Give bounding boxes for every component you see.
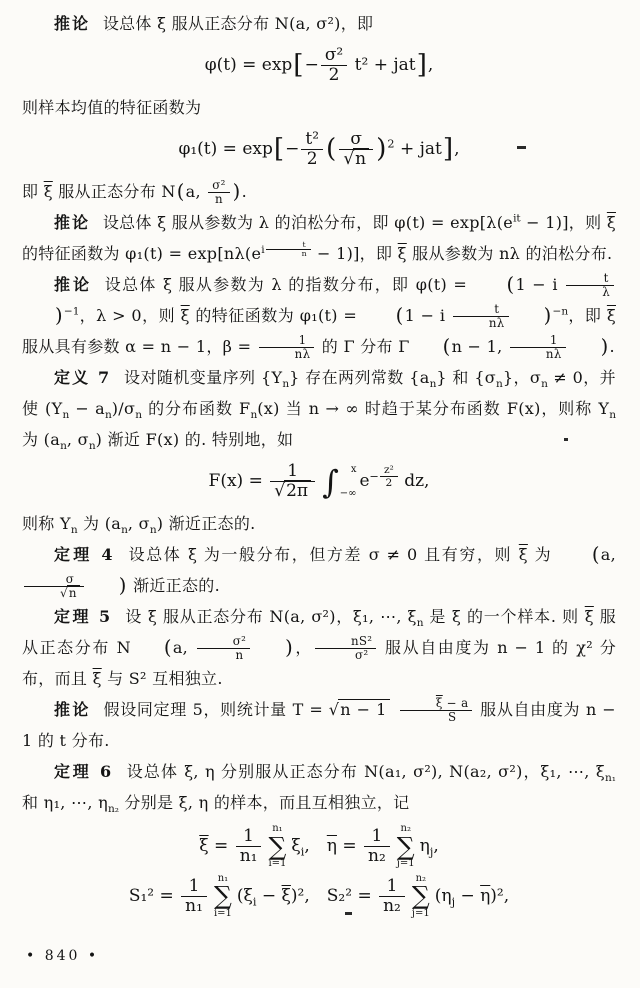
paragraph-theorem-6: 定理 6 设总体 ξ, η 分别服从正态分布 N(a₁, σ²), N(a₂, σ²)，ξ₁, ⋯, $\xi_{n_1}$ 和 η₁, ⋯, $\eta_{n_2}$ 分别是 ξ, η 的样本，而且互相独立，记 [22,762,616,816]
paragraph-theorem-5: 定理 5 设 ξ 服从正态分布 N(a, σ²)，ξ₁, ⋯, $\xi_n$ 是 ξ 的一个样本. 则 $\overline{\xi}$ 服从正态分布 N (a, $\frac{\text{σ²}}{n}$ )， $\frac{\text{nS²}}{\text{σ²}}$ 服从自由度为 n − 1 的 χ² 分布，而且 $\overline{\xi}$ 与 S² 互相独立. [22,607,616,689]
paragraph-corollary-exponential: 推论 设总体 ξ 服从参数为 λ 的指数分布，即 φ(t) = (1 − i $\frac{t}{\lambda}$ )$^{-1}$，λ > 0，则 $\overline{\xi}$ 的特征函数为 φ₁(t) = (1 − i $\frac{t}{n\lambda}$ )$^{-n}$，即 $\overline{\xi}$ 服从具有参数 α = n − 1，β = $\frac{1}{n\lambda}$ 的 Γ 分布 Γ (n − 1, $\frac{1}{n\lambda}$ ). [22,270,616,362]
line-xi-bar-normal: 即 $\overline{\xi}$ 服从正态分布 N(a, $\frac{\text{σ²}}{n}$ ). [22,177,247,207]
paragraph-definition-7: 定义 7 设对随机变量序列 $\{Y_n\}$ 存在两列常数 $\{a_n\}$ 和 $\{\sigma_n\}$，$\sigma_n \ne 0$，并使 $(Y_n - a_n)/\sigma_n$ 的分布函数 $F_n(x)$ 当 n → ∞ 时趋于某分布函数 F(x)，则称 $Y_n$ 为 ($a_n$, $\sigma_n$) 渐近 F(x) 的. 特别地，如 [22,368,616,453]
formula-char-func-phi: φ(t) = exp[− $\frac{\text{σ²}}{2}$ t² + jat], [204,45,434,86]
scan-artifact [345,912,352,915]
line-asymptotically-normal: 则称 $Y_n$ 为 ($a_n$, $\sigma_n$) 渐近正态的. [22,514,256,537]
line-sample-mean-charfunc: 则样本均值的特征函数为 [22,98,202,118]
paragraph-theorem-4: 定理 4 设总体 ξ 为一般分布，但方差 σ ≠ 0 且有穷，则 $\overline{\xi}$ 为 (a, $\frac{\sigma}{√n}$ ) 渐近正态的. [22,539,616,601]
paragraph-corollary-normal: 推论 设总体 ξ 服从正态分布 N(a, σ²)，即 [54,14,374,33]
formula-sample-means: $\overline{\xi}$ = $\frac{1}{\text{n₁}}$ n₁ ∑ i=1 $\xi_i$, $\overline{\eta}$ = $\frac{1}{\text{n₂}}$ n₂ ∑ j=1 $\eta_j$, [199,823,439,870]
paragraph-corollary-poisson: 推论 设总体 ξ 服从参数为 λ 的泊松分布，即 $\varphi(t) = \exp[\lambda(e^{it} - 1)]$，则 $\overline{\xi}$ 的特征函数为 $\varphi_1(t) = \exp[n\lambda(e^{i \frac{t}{n}}$ − 1)]，即 $\overline{\xi}$ 服从参数为 nλ 的泊松分布. [22,212,616,264]
formula-sample-variances: S₁² = $\frac{1}{\text{n₁}}$ n₁ ∑ i=1 $(\xi_i - \overline{\xi})^2$, S₂² = $\frac{1}{\text{n₂}}$ n₂ ∑ j=1 $(\eta_j - \overline{\eta})^2$, [128,872,510,920]
scan-artifact [517,146,526,149]
formula-char-func-phi1: φ₁(t) = exp[− $\frac{\text{t²}}{2}$ ( $\frac{\sigma}{√n}$ )$^2$ + jat], [178,129,460,170]
page-number: • 840 • [26,948,100,964]
scan-artifact [564,438,568,441]
formula-normal-cdf-integral: F(x) = $\frac{1}{√2\pi}$ ∫ x −∞ $e^{- \frac{\text{z²}}{2}}$ dz, [208,461,430,502]
paragraph-corollary-t-statistic: 推论 假设同定理 5，则统计量 T = √n − 1 $\frac{\overline{\xi} - a}{S}$ 服从自由度为 n − 1 的 t 分布. [22,695,617,751]
